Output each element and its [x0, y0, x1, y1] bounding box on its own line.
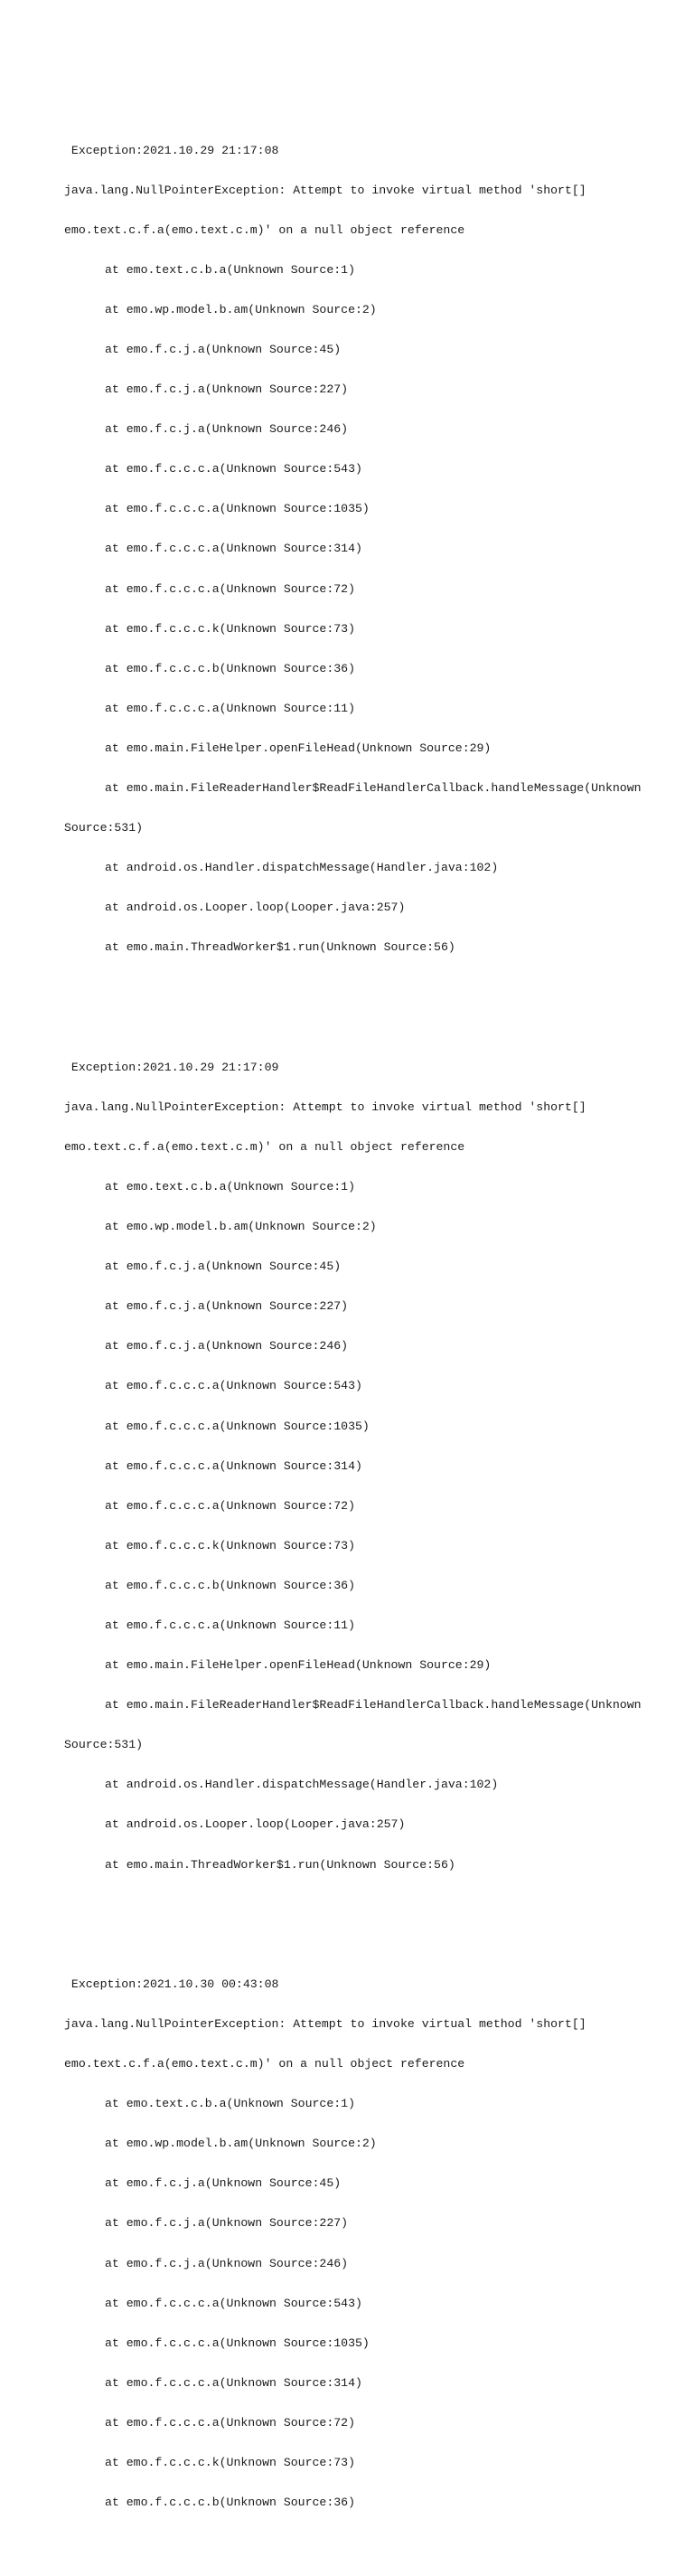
stack-frame: at emo.main.FileHelper.openFileHead(Unknown Source:29) [105, 1658, 492, 1673]
stack-frame: at emo.f.c.c.c.a(Unknown Source:543) [105, 1379, 362, 1393]
stack-frame: at emo.f.c.j.a(Unknown Source:246) [105, 1339, 349, 1354]
stack-frame: at emo.f.c.c.c.b(Unknown Source:36) [105, 2496, 355, 2510]
stack-frame: at emo.f.c.j.a(Unknown Source:45) [105, 342, 342, 356]
stack-frame: at android.os.Looper.loop(Looper.java:257) [105, 901, 406, 915]
stack-frame: at emo.wp.model.b.am(Unknown Source:2) [105, 2137, 377, 2151]
exception-header: Exception:2021.10.29 21:17:08 [64, 143, 279, 157]
stack-frame: at emo.f.c.c.c.a(Unknown Source:1035) [105, 2335, 370, 2350]
exception-message: java.lang.NullPointerException: Attempt to invoke virtual method 'short[] [64, 183, 586, 197]
stack-frame: at emo.text.c.b.a(Unknown Source:1) [105, 2097, 355, 2111]
stack-frame: at emo.f.c.c.c.a(Unknown Source:543) [105, 2296, 362, 2310]
exception-header: Exception:2021.10.30 00:43:08 [64, 1977, 279, 1991]
stack-frame: at emo.text.c.b.a(Unknown Source:1) [105, 262, 355, 277]
stack-frame-wrap: Source:531) [64, 1738, 144, 1752]
exception-header: Exception:2021.10.29 21:17:09 [64, 1060, 279, 1074]
stack-frame: at emo.f.c.c.c.k(Unknown Source:73) [105, 1538, 355, 1552]
stack-frame: at emo.f.c.c.c.a(Unknown Source:314) [105, 2375, 362, 2390]
stack-frame: at emo.f.c.c.c.a(Unknown Source:72) [105, 2415, 355, 2430]
stack-frame: at emo.f.c.c.c.a(Unknown Source:543) [105, 462, 362, 477]
stack-frame: at emo.f.c.c.c.k(Unknown Source:73) [105, 2455, 355, 2469]
stack-frame: at emo.f.c.c.c.a(Unknown Source:72) [105, 1498, 355, 1513]
exception-message: java.lang.NullPointerException: Attempt to invoke virtual method 'short[] [64, 1099, 586, 1114]
stack-frame: at emo.f.c.c.c.b(Unknown Source:36) [105, 1578, 355, 1592]
stack-frame: at emo.f.c.c.c.k(Unknown Source:73) [105, 621, 355, 636]
stack-frame: at emo.f.c.c.c.a(Unknown Source:314) [105, 1458, 362, 1473]
stack-frame: at emo.wp.model.b.am(Unknown Source:2) [105, 1220, 377, 1234]
stack-frame: at emo.main.ThreadWorker$1.run(Unknown Source:56) [105, 1857, 455, 1872]
exception-message-continued: emo.text.c.f.a(emo.text.c.m)' on a null object reference [64, 222, 465, 237]
stack-frame: at android.os.Handler.dispatchMessage(Handler.java:102) [105, 861, 499, 875]
exception-entry [64, 118, 688, 981]
stack-frame: at emo.f.c.j.a(Unknown Source:227) [105, 1299, 349, 1314]
stack-frame: at emo.f.c.c.c.a(Unknown Source:11) [105, 701, 355, 715]
stack-frame: at emo.f.c.c.c.a(Unknown Source:314) [105, 542, 362, 556]
stack-frame: at emo.f.c.c.c.a(Unknown Source:72) [105, 581, 355, 596]
stack-frame: at emo.main.FileReaderHandler$ReadFileHandlerCallback.handleMessage(Unknown [105, 1698, 642, 1713]
stack-frame: at android.os.Looper.loop(Looper.java:257) [105, 1817, 406, 1832]
log-document [64, 78, 688, 2576]
exception-entry [64, 1034, 688, 1898]
exception-message-continued: emo.text.c.f.a(emo.text.c.m)' on a null object reference [64, 2057, 465, 2071]
stack-frame: at emo.f.c.c.c.a(Unknown Source:1035) [105, 502, 370, 516]
stack-frame: at emo.wp.model.b.am(Unknown Source:2) [105, 302, 377, 316]
stack-frame: at emo.main.ThreadWorker$1.run(Unknown Source:56) [105, 940, 455, 955]
stack-frame: at emo.text.c.b.a(Unknown Source:1) [105, 1179, 355, 1194]
exception-message-continued: emo.text.c.f.a(emo.text.c.m)' on a null object reference [64, 1139, 465, 1154]
stack-frame-wrap: Source:531) [64, 821, 144, 835]
stack-frame: at emo.f.c.j.a(Unknown Source:227) [105, 2216, 349, 2231]
stack-frame: at emo.main.FileHelper.openFileHead(Unknown Source:29) [105, 741, 492, 755]
stack-frame: at android.os.Handler.dispatchMessage(Handler.java:102) [105, 1778, 499, 1792]
stack-frame: at emo.f.c.j.a(Unknown Source:246) [105, 2256, 349, 2270]
exception-message: java.lang.NullPointerException: Attempt to invoke virtual method 'short[] [64, 2016, 586, 2031]
stack-frame: at emo.f.c.c.c.a(Unknown Source:11) [105, 1618, 355, 1632]
stack-frame: at emo.f.c.j.a(Unknown Source:227) [105, 382, 349, 397]
stack-frame: at emo.main.FileReaderHandler$ReadFileHandlerCallback.handleMessage(Unknown [105, 781, 642, 796]
stack-frame: at emo.f.c.j.a(Unknown Source:45) [105, 1260, 342, 1274]
stack-frame: at emo.f.c.c.c.a(Unknown Source:1035) [105, 1419, 370, 1433]
stack-frame: at emo.f.c.j.a(Unknown Source:246) [105, 422, 349, 437]
stack-frame: at emo.f.c.j.a(Unknown Source:45) [105, 2176, 342, 2191]
exception-entry [64, 1951, 688, 2536]
stack-frame: at emo.f.c.c.c.b(Unknown Source:36) [105, 661, 355, 675]
